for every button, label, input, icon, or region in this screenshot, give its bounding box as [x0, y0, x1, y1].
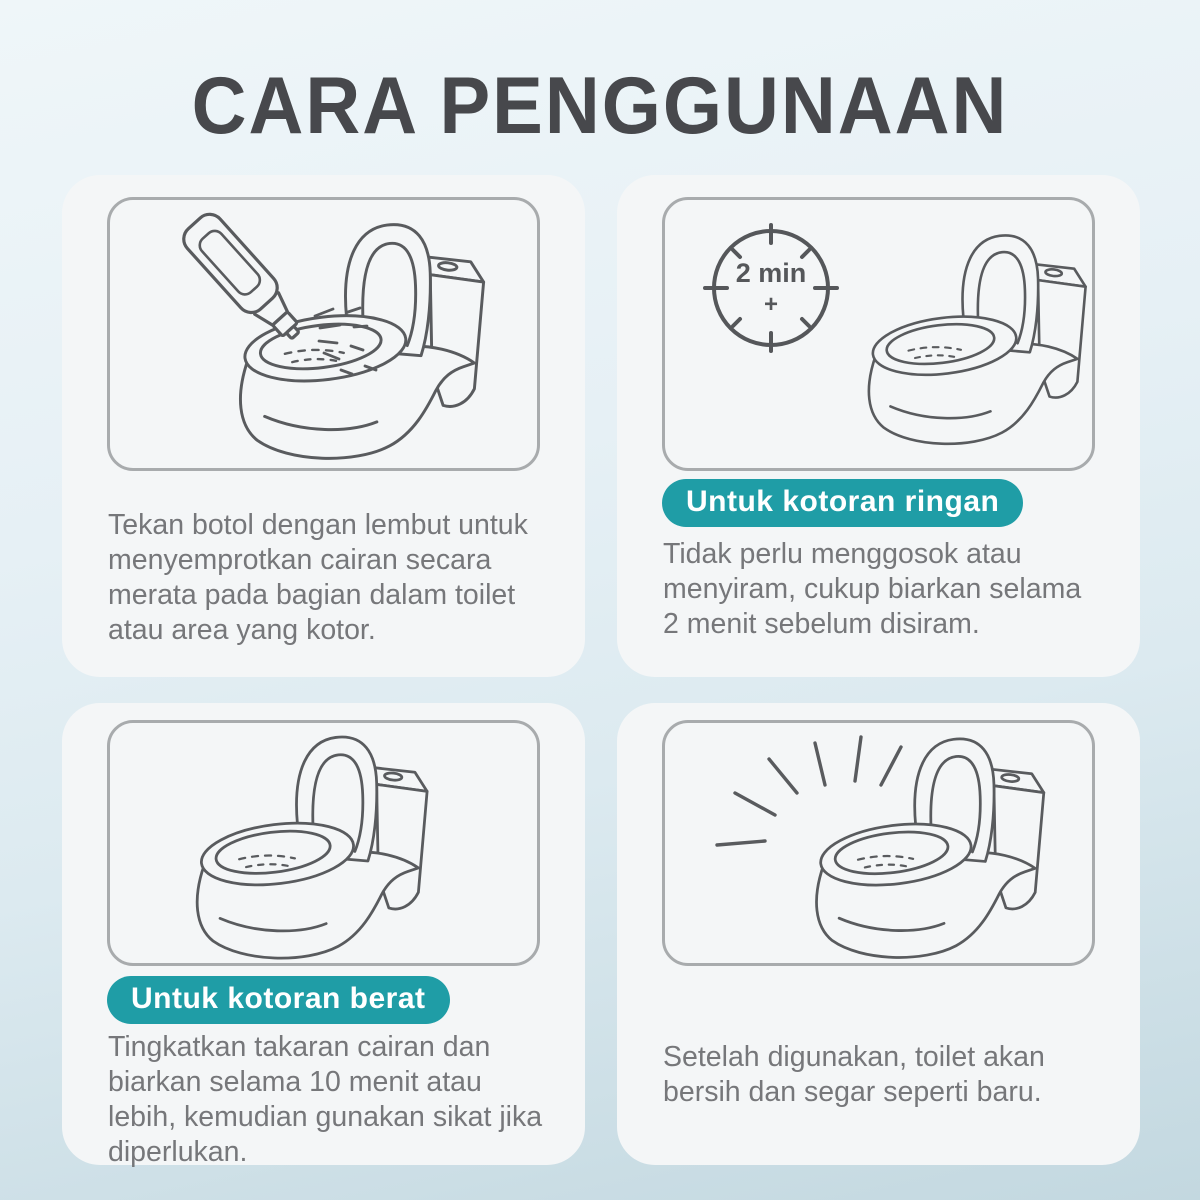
- step-description: Tingkatkan takaran cairan dan biarkan selama 10 menit atau lebih, kemudian gunakan sikat jika diperlukan.: [108, 1031, 543, 1168]
- step-card-4: [617, 703, 1140, 1165]
- toilet-with-timer-icon: [665, 200, 1092, 468]
- step-card-3: [62, 703, 585, 1168]
- heavy-dirt-badge: Untuk kotoran berat: [107, 976, 450, 1024]
- bottle-icon: [178, 209, 312, 351]
- illustration-box-3: [107, 720, 540, 966]
- step-card-1: [62, 175, 585, 677]
- timer-plus-label: +: [763, 291, 779, 318]
- illustration-box-1: [107, 197, 540, 471]
- illustration-box-4: [662, 720, 1095, 966]
- open-toilet-icon: [110, 723, 537, 963]
- steps-grid: [62, 175, 1140, 1168]
- step-card-2: [617, 175, 1140, 677]
- step-description: Setelah digunakan, toilet akan bersih dan segar seperti baru.: [663, 1041, 1045, 1108]
- timer-label: 2 min: [735, 258, 807, 288]
- light-dirt-badge: Untuk kotoran ringan: [662, 479, 1023, 527]
- step-description: Tekan botol dengan lembut untuk menyemprotkan cairan secara merata pada bagian dalam toilet atau area yang kotor.: [108, 509, 528, 646]
- timer-icon: [705, 225, 837, 351]
- sparkling-toilet-icon: [665, 723, 1092, 963]
- step-description: Tidak perlu menggosok atau menyiram, cukup biarkan selama 2 menit sebelum disiram.: [663, 538, 1082, 640]
- illustration-box-2: [662, 197, 1095, 471]
- bottle-spray-toilet-icon: [110, 200, 537, 468]
- page-title: CARA PENGGUNAAN: [191, 61, 1009, 152]
